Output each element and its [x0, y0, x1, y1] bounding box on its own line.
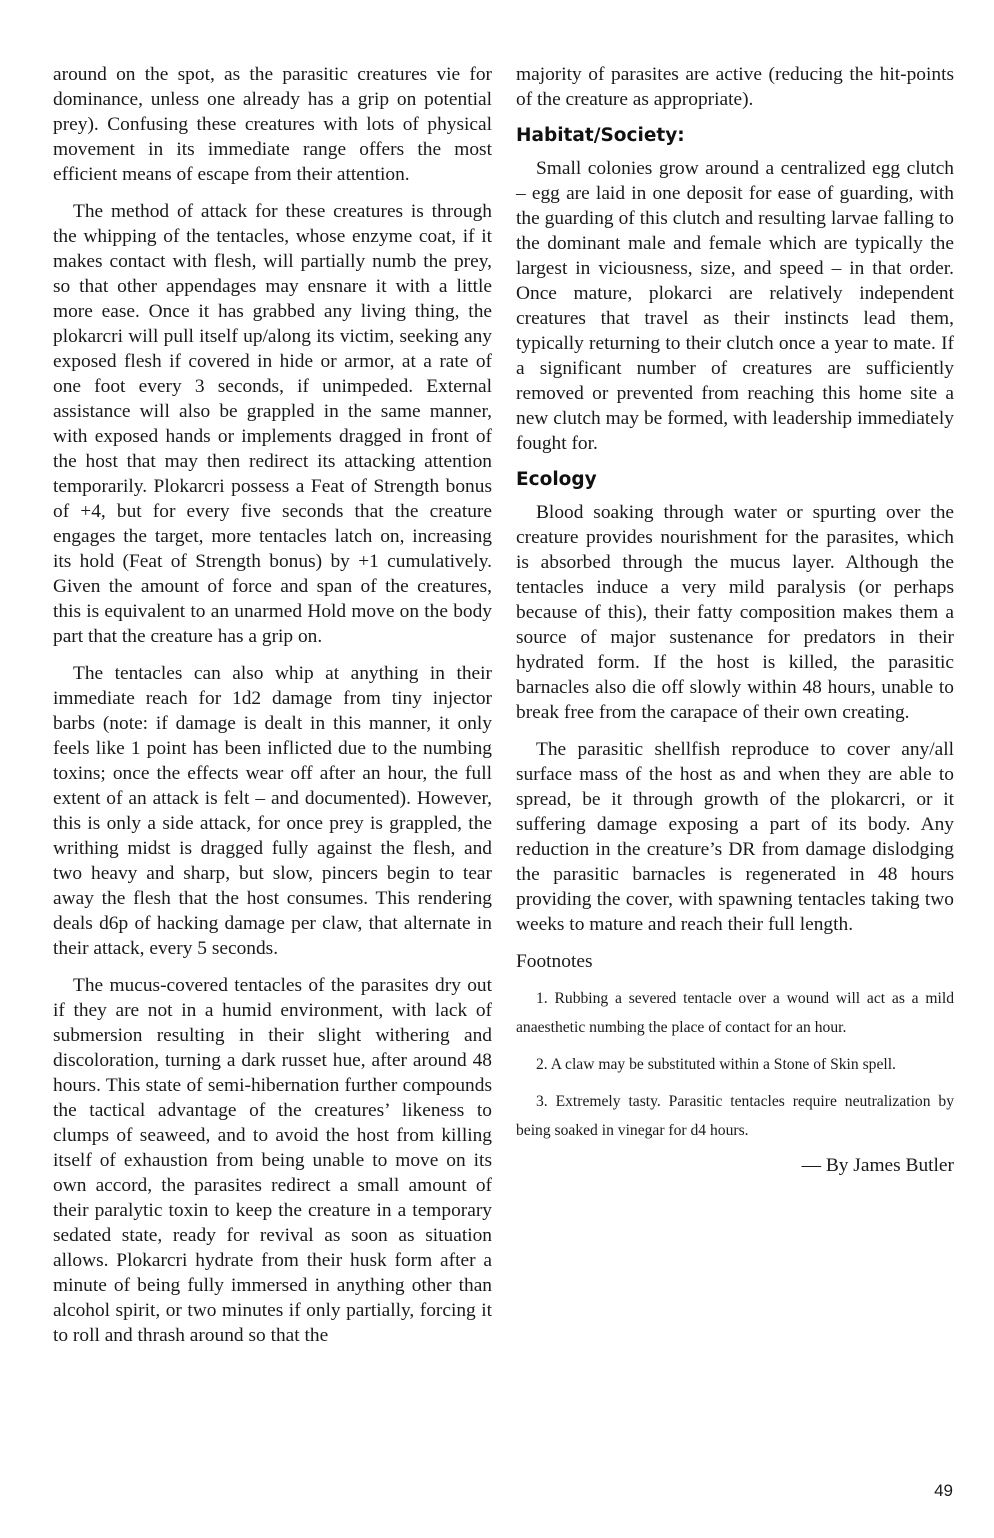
footnote: 2. A claw may be substituted within a Stone of Skin spell. — [536, 1056, 896, 1073]
paragraph: majority of parasites are active (reducing the hit-points of the creature as appropriate). — [516, 64, 954, 110]
paragraph: The parasitic shellfish reproduce to cover any/all surface mass of the host as and when they are able to spread, be it through growth of the plokarcri, or it suffering damage exposing a part of its body. Any reduction in the creature’s DR from damage dislodging the parasitic barnacles is regenerated in 48 hours providing the cover, with spawning tentacles taking two weeks to mature and reach their full length. — [516, 739, 954, 935]
footnote: 3. Extremely tasty. Parasitic tentacles require neutralization by being soaked in vinegar for d4 hours. — [516, 1093, 954, 1139]
page-number: 49 — [934, 1481, 953, 1500]
left-column — [53, 62, 492, 1360]
paragraph: Blood soaking through water or spurting over the creature provides nourishment for the parasites, which is absorbed through the mucus layer. Although the tentacles induce a very mild paralysis (or perhaps because of this), their fatty composition makes them a source of major sustenance for predators in their hydrated form. If the host is killed, the parasitic barnacles also die off slowly within 48 hours, unable to break free from the carapace of their own creating. — [516, 502, 954, 723]
paragraph: around on the spot, as the parasitic creatures vie for dominance, unless one already has a grip on potential prey). Confusing these creatures with lots of physical movement in its immediate range offers the most efficient means of escape from their attention. — [53, 64, 492, 185]
paragraph: The tentacles can also whip at anything in their immediate reach for 1d2 damage from tiny injector barbs (note: if damage is dealt in this manner, it only feels like 1 point has been inflicted due to the numbing toxins; once the effects wear off after an hour, the full extent of an attack is felt – and documented). However, this is only a side attack, for once prey is grappled, the writhing midst is dragged fully against the flesh, and two heavy and sharp, but slow, pincers begin to tear away the flesh that the host consumes. This rendering deals d6p of hacking damage per claw, that alternate in their attack, every 5 seconds. — [53, 663, 492, 959]
author-byline: — By James Butler — [801, 1155, 954, 1176]
paragraph: Small colonies grow around a centralized egg clutch – egg are laid in one deposit for ease of guarding, with the guarding of this clutch and resulting larvae falling to the dominant male and female which are typically the largest in viciousness, size, and speed – in that order. Once mature, plokarci are relatively independent creatures that travel as their instincts lead them, typically returning to their clutch once a year to mate. If a significant number of creatures are sufficiently removed or prevented from reaching this home site a new clutch may be formed, with leadership immediately fought for. — [516, 158, 954, 454]
habitat-heading: Habitat/Society: — [516, 125, 685, 146]
ecology-heading: Ecology — [516, 469, 597, 490]
paragraph: The method of attack for these creatures is through the whipping of the tentacles, whose enzyme coat, if it makes contact with flesh, will partially numb the prey, so that other appendages may ensnare it with a little more ease. Once it has grabbed any living thing, the plokarcri will pull itself up/along its victim, seeking any exposed flesh if covered in hide or armor, at a rate of one foot every 3 seconds, if unimpeded. External assistance will also be grappled in the same manner, with exposed hands or implements dragged in front of the host that may then redirect its attacking attention temporarily. Plokarcri possess a Feat of Strength bonus of +4, but for every five seconds that the creature engages the target, more tentacles latch on, increasing its hold (Feat of Strength bonus) by +1 cumulatively. Given the amount of force and span of the creatures, this is equivalent to an unarmed Hold move on the body part that the creature has a grip on. — [53, 201, 492, 647]
footnote: 1. Rubbing a severed tentacle over a wound will act as a mild anaesthetic numbing the place of contact for an hour. — [516, 990, 954, 1036]
right-column — [516, 62, 954, 1178]
paragraph: The mucus-covered tentacles of the parasites dry out if they are not in a humid environment, with lack of submersion resulting in their slight withering and discoloration, turning a dark russet hue, after around 48 hours. This state of semi-hibernation further compounds the tactical advantage of the creatures’ likeness to clumps of seaweed, and to avoid the host from killing itself of exhaustion from being unable to move on its own accord, the parasites redirect a small amount of their paralytic toxin to keep the creature in a temporary sedated state, ready for revival as soon as situation allows. Plokarcri hydrate from their husk form after a minute of being fully immersed in anything other than alcohol spirit, or two minutes if only partially, forcing it to roll and thrash around so that the — [53, 975, 492, 1346]
footnotes-title: Footnotes — [516, 951, 593, 972]
